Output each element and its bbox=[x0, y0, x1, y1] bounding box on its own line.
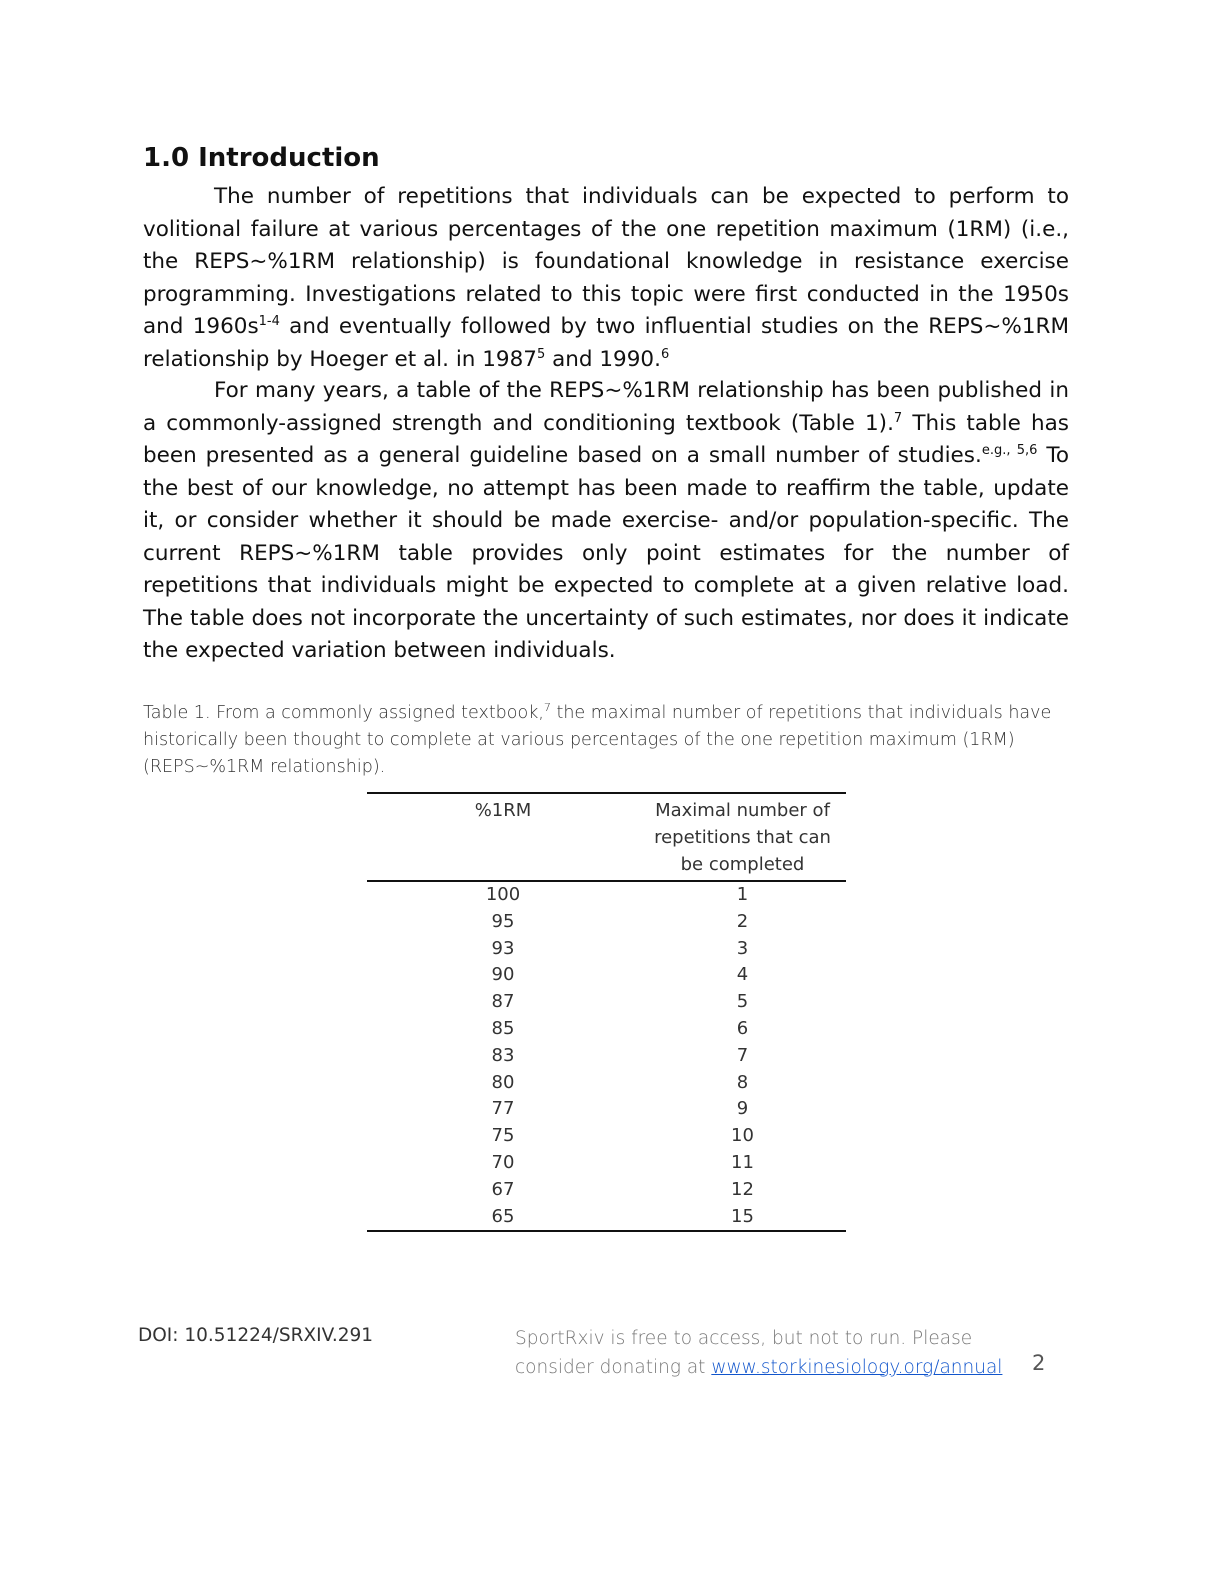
cell-max-reps: 3 bbox=[736, 937, 749, 959]
caption-text: Table 1. From a commonly assigned textbook, bbox=[143, 703, 544, 723]
paragraph-text: and 1990. bbox=[545, 346, 661, 372]
citation-ref: 7 bbox=[543, 701, 551, 715]
paragraph-text: For many years, a table of the REPS~%1RM relationship has been published in a commonly-assigned strength and conditioning textbook (Table 1). bbox=[143, 378, 1069, 436]
column-header-max-reps bbox=[639, 793, 846, 881]
table-row bbox=[367, 1043, 846, 1070]
cell-percent-1rm: 90 bbox=[491, 964, 515, 986]
intro-paragraph-2 bbox=[143, 375, 1069, 668]
reps-1rm-table bbox=[367, 792, 846, 1232]
cell-percent-1rm: 87 bbox=[491, 991, 515, 1013]
cell-percent-1rm: 77 bbox=[491, 1098, 515, 1120]
table-row bbox=[367, 1070, 846, 1097]
column-header-1rm: %1RM bbox=[367, 793, 639, 881]
cell-max-reps: 11 bbox=[731, 1151, 754, 1173]
table-row bbox=[367, 1150, 846, 1177]
cell-max-reps: 10 bbox=[731, 1125, 754, 1147]
cell-percent-1rm: 100 bbox=[485, 884, 521, 905]
paragraph-text: and eventually followed by two influential studies on the REPS~%1RM relationship by Hoeger et al. in 1987 bbox=[143, 314, 1069, 372]
citation-ref: 6 bbox=[660, 346, 670, 362]
citation-ref: 7 bbox=[893, 410, 903, 426]
caption-text: the maximal number of repetitions that individuals have historically been thought to complete at various percentages of the one repetition maximum (1RM) (REPS~%1RM relationship). bbox=[143, 703, 1052, 777]
cell-max-reps: 7 bbox=[736, 1044, 749, 1066]
cell-max-reps: 8 bbox=[736, 1071, 749, 1093]
paragraph-text: This table has been presented as a general guideline based on a small number of studies. bbox=[143, 410, 1069, 468]
table-row bbox=[367, 962, 846, 989]
cell-percent-1rm: 83 bbox=[491, 1044, 515, 1066]
footer-note-text: SportRxiv is free to access, but not to run. Please consider donating at bbox=[515, 1328, 973, 1378]
paragraph-text: To the best of our knowledge, no attempt has been made to reaffirm the table, update it, or consider whether it should be made exercise- and/or population-specific. The current REPS~%1RM table provides only point estimates for the number of repetitions that individuals might be expected to complete at a given relative load. The table does not incorporate the uncertainty of such estimates, nor does it indicate the expected variation between individuals. bbox=[143, 443, 1069, 663]
footer-doi: DOI: 10.51224/SRXIV.291 bbox=[138, 1325, 374, 1346]
cell-percent-1rm: 80 bbox=[491, 1071, 515, 1093]
table-row bbox=[367, 1016, 846, 1043]
section-heading: 1.0 Introduction bbox=[143, 143, 380, 173]
cell-max-reps: 6 bbox=[736, 1017, 749, 1039]
cell-percent-1rm: 70 bbox=[491, 1151, 515, 1173]
table-row bbox=[367, 1096, 846, 1123]
cell-percent-1rm: 65 bbox=[367, 1204, 639, 1232]
table-caption bbox=[143, 700, 1073, 781]
cell-max-reps: 5 bbox=[736, 991, 749, 1013]
column-header-max-reps-text: Maximal number of repetitions that can be completed bbox=[654, 800, 831, 875]
table-row bbox=[367, 1123, 846, 1150]
cell-max-reps: 12 bbox=[731, 1178, 754, 1200]
cell-max-reps: 9 bbox=[736, 1098, 749, 1120]
cell-percent-1rm: 93 bbox=[491, 937, 515, 959]
table-row bbox=[367, 989, 846, 1016]
cell-percent-1rm: 95 bbox=[491, 910, 515, 932]
cell-max-reps: 1 bbox=[736, 884, 749, 905]
cell-max-reps: 4 bbox=[736, 964, 749, 986]
citation-ref: e.g., 5,6 bbox=[981, 442, 1038, 458]
table-row bbox=[367, 1204, 846, 1232]
intro-paragraph-1 bbox=[143, 181, 1069, 376]
cell-percent-1rm: 75 bbox=[491, 1125, 515, 1147]
table-row bbox=[367, 881, 846, 909]
citation-ref: 1-4 bbox=[258, 313, 280, 329]
citation-ref: 5 bbox=[536, 346, 546, 362]
paragraph-text: The number of repetitions that individuals can be expected to perform to volitional failure at various percentages of the one repetition maximum (1RM) (i.e., the REPS~%1RM relationship) is foundational knowledge in resistance exercise programming. Investigations related to this topic were first conducted in the 1950s and 1960s bbox=[143, 184, 1069, 339]
cell-percent-1rm: 85 bbox=[491, 1017, 515, 1039]
table-row bbox=[367, 1177, 846, 1204]
donation-link[interactable]: www.storkinesiology.org/annual bbox=[711, 1357, 1003, 1378]
table-row bbox=[367, 936, 846, 963]
cell-percent-1rm: 67 bbox=[491, 1178, 515, 1200]
table-row bbox=[367, 909, 846, 936]
footer-donation-note bbox=[515, 1324, 1045, 1382]
cell-max-reps: 2 bbox=[736, 910, 749, 932]
table-body bbox=[367, 881, 846, 1231]
table-header-row bbox=[367, 793, 846, 881]
cell-max-reps: 15 bbox=[639, 1204, 846, 1232]
page-number: 2 bbox=[1032, 1351, 1046, 1375]
